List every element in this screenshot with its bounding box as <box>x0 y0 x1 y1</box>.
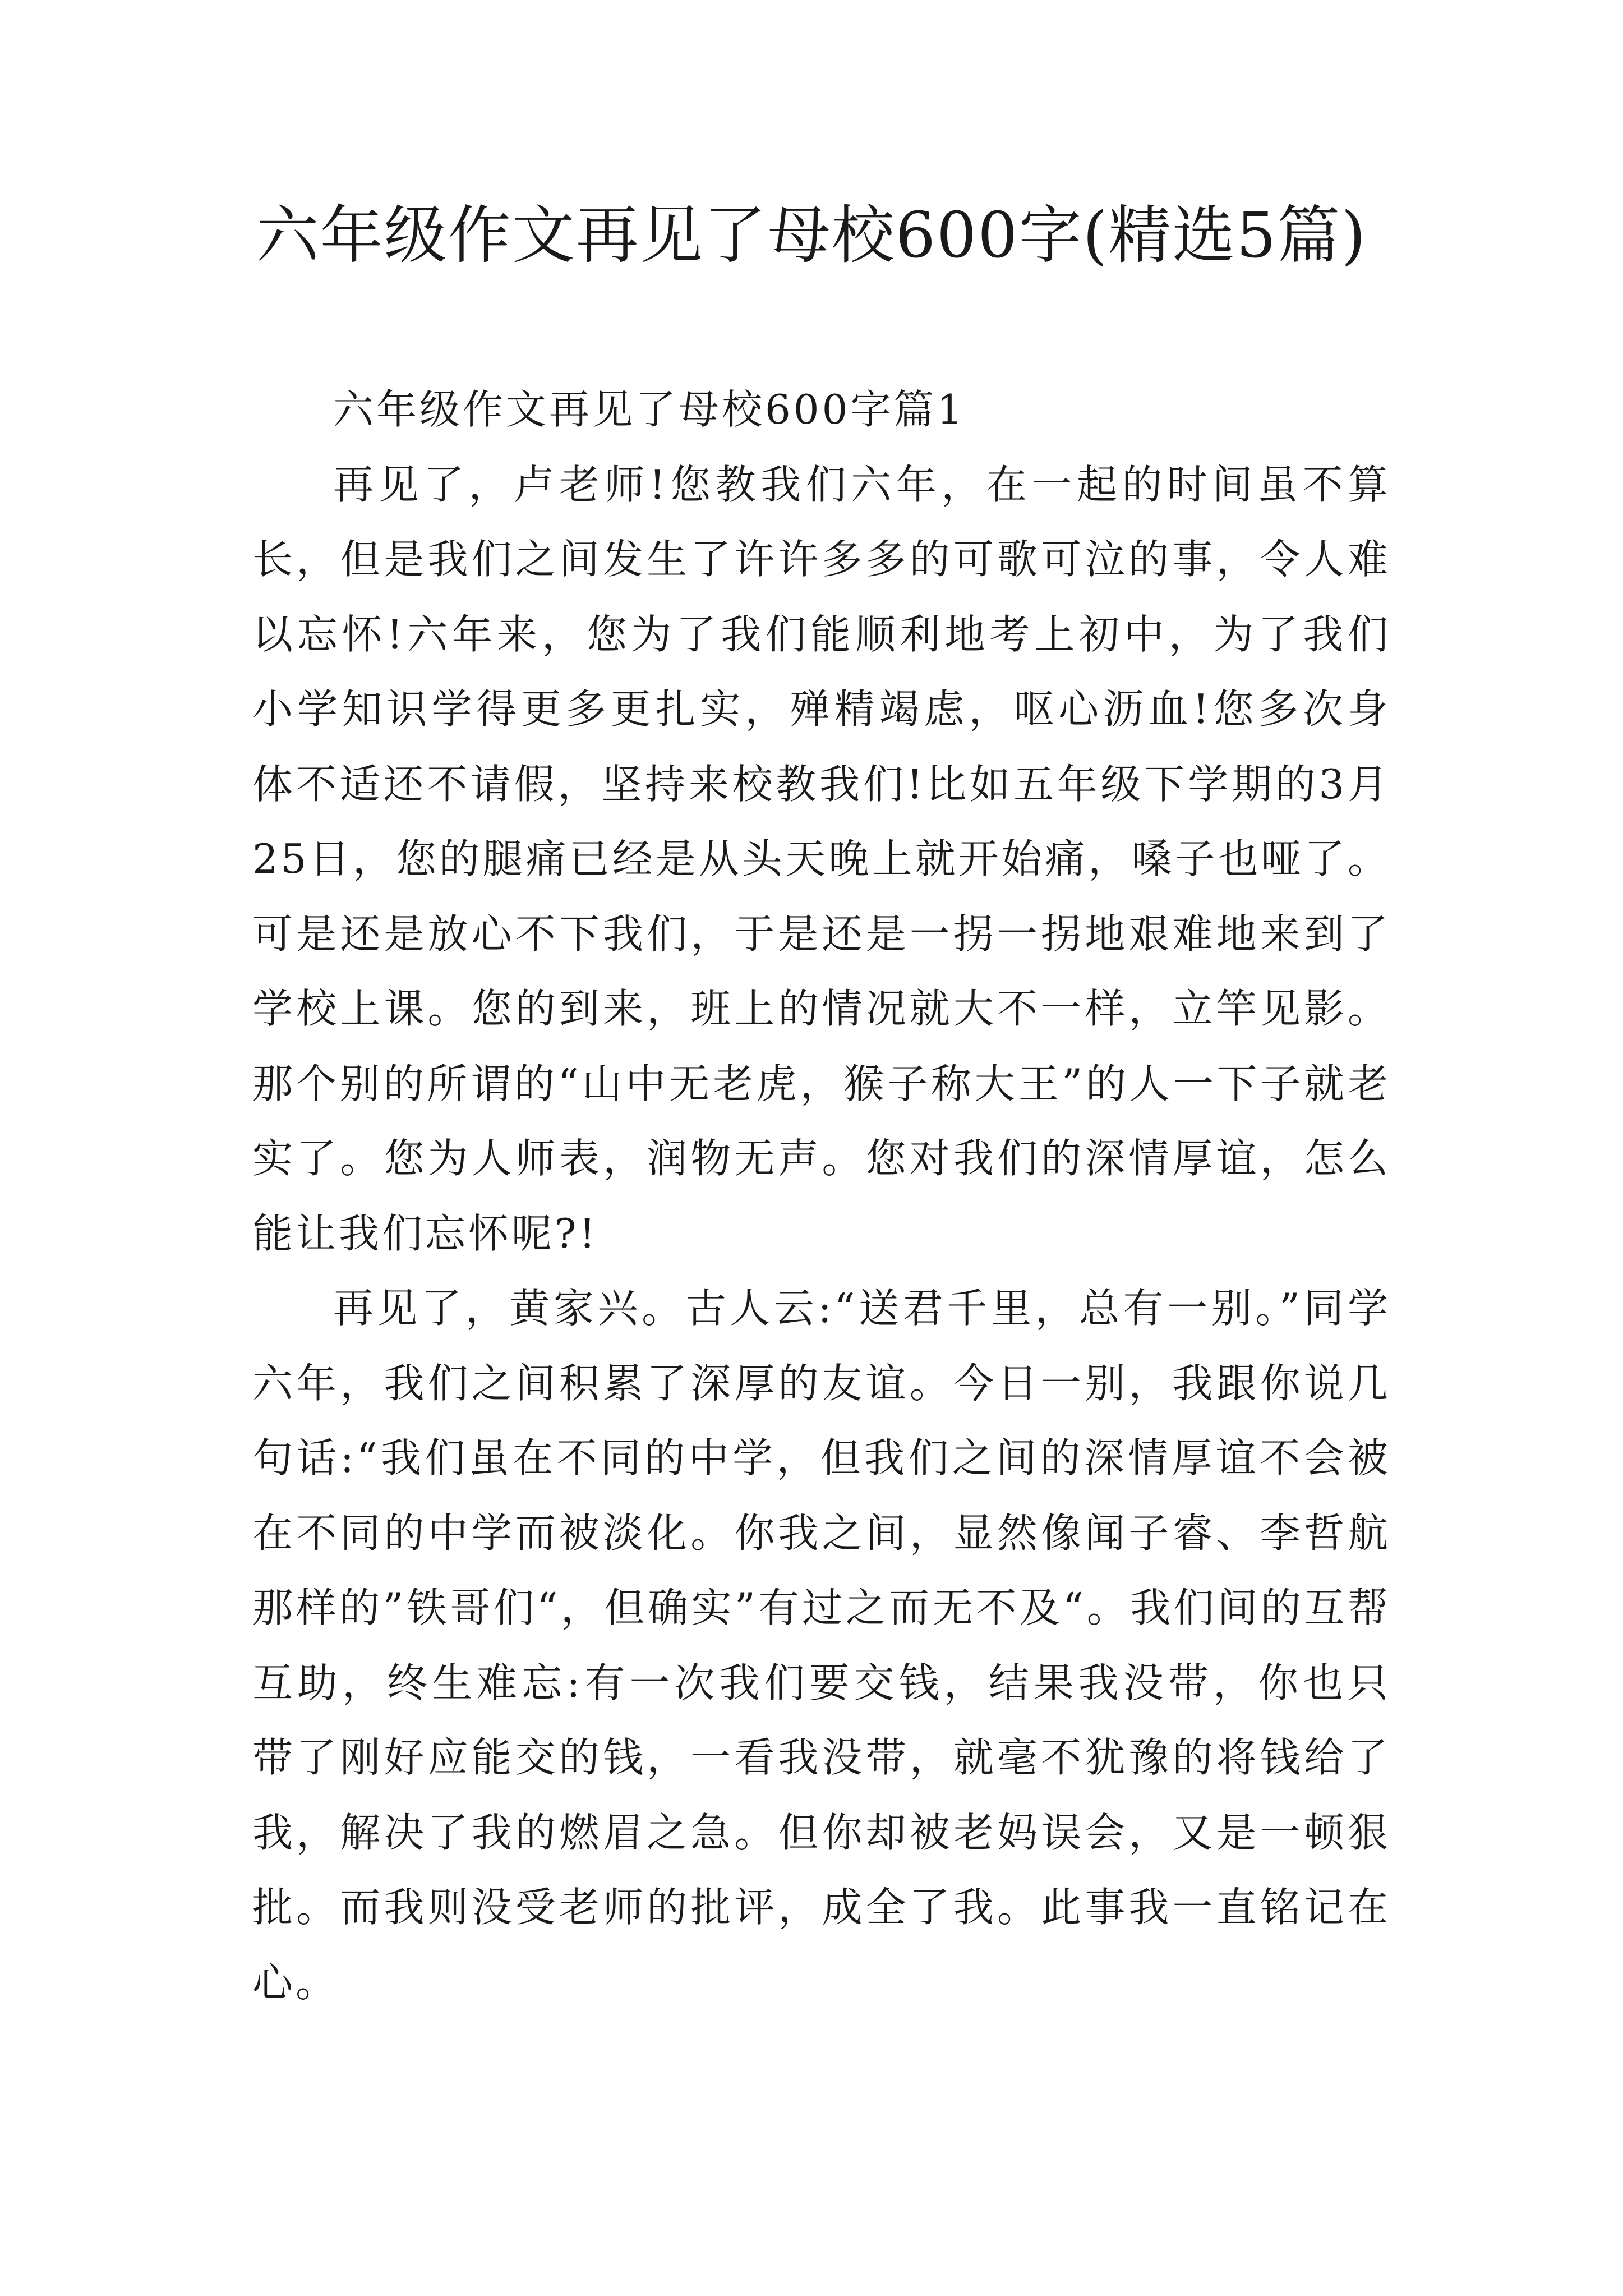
paragraph: 再见了，黄家兴。古人云:“送君千里，总有一别。”同学六年，我们之间积累了深厚的友谊。今日一别，我跟你说几句话:“我们虽在不同的中学，但我们之间的深情厚谊不会被在不同的中学而被淡化。你我之间，显然像闻子睿、李哲航那样的”铁哥们“，但确实”有过之而无不及“。我们间的互帮互助，终生难忘:有一次我们要交钱，结果我没带，你也只带了刚好应能交的钱，一看我没带，就毫不犹豫的将钱给了我，解决了我的燃眉之急。但你却被老妈误会，又是一顿狠批。而我则没受老师的批评，成全了我。此事我一直铭记在心。 <box>252 1285 1391 2006</box>
paragraph: 再见了，卢老师!您教我们六年，在一起的时间虽不算长，但是我们之间发生了许许多多的可歌可泣的事，令人难以忘怀!六年来，您为了我们能顺利地考上初中，为了我们小学知识学得更多更扎实，殚精竭虑，呕心沥血!您多次身体不适还不请假，坚持来校教我们!比如五年级下学期的3月25日，您的腿痛已经是从头天晚上就开始痛，嗓子也哑了。可是还是放心不下我们，于是还是一拐一拐地艰难地来到了学校上课。您的到来，班上的情况就大不一样，立竿见影。那个别的所谓的“山中无老虎，猴子称大王”的人一下子就老实了。您为人师表，润物无声。您对我们的深情厚谊，怎么能让我们忘怀呢?! <box>252 461 1391 1257</box>
document-body <box>252 372 1391 2020</box>
document-title: 六年级作文再见了母校600字(精选5篇) <box>256 199 1367 272</box>
section-heading: 六年级作文再见了母校600字篇1 <box>333 386 966 433</box>
